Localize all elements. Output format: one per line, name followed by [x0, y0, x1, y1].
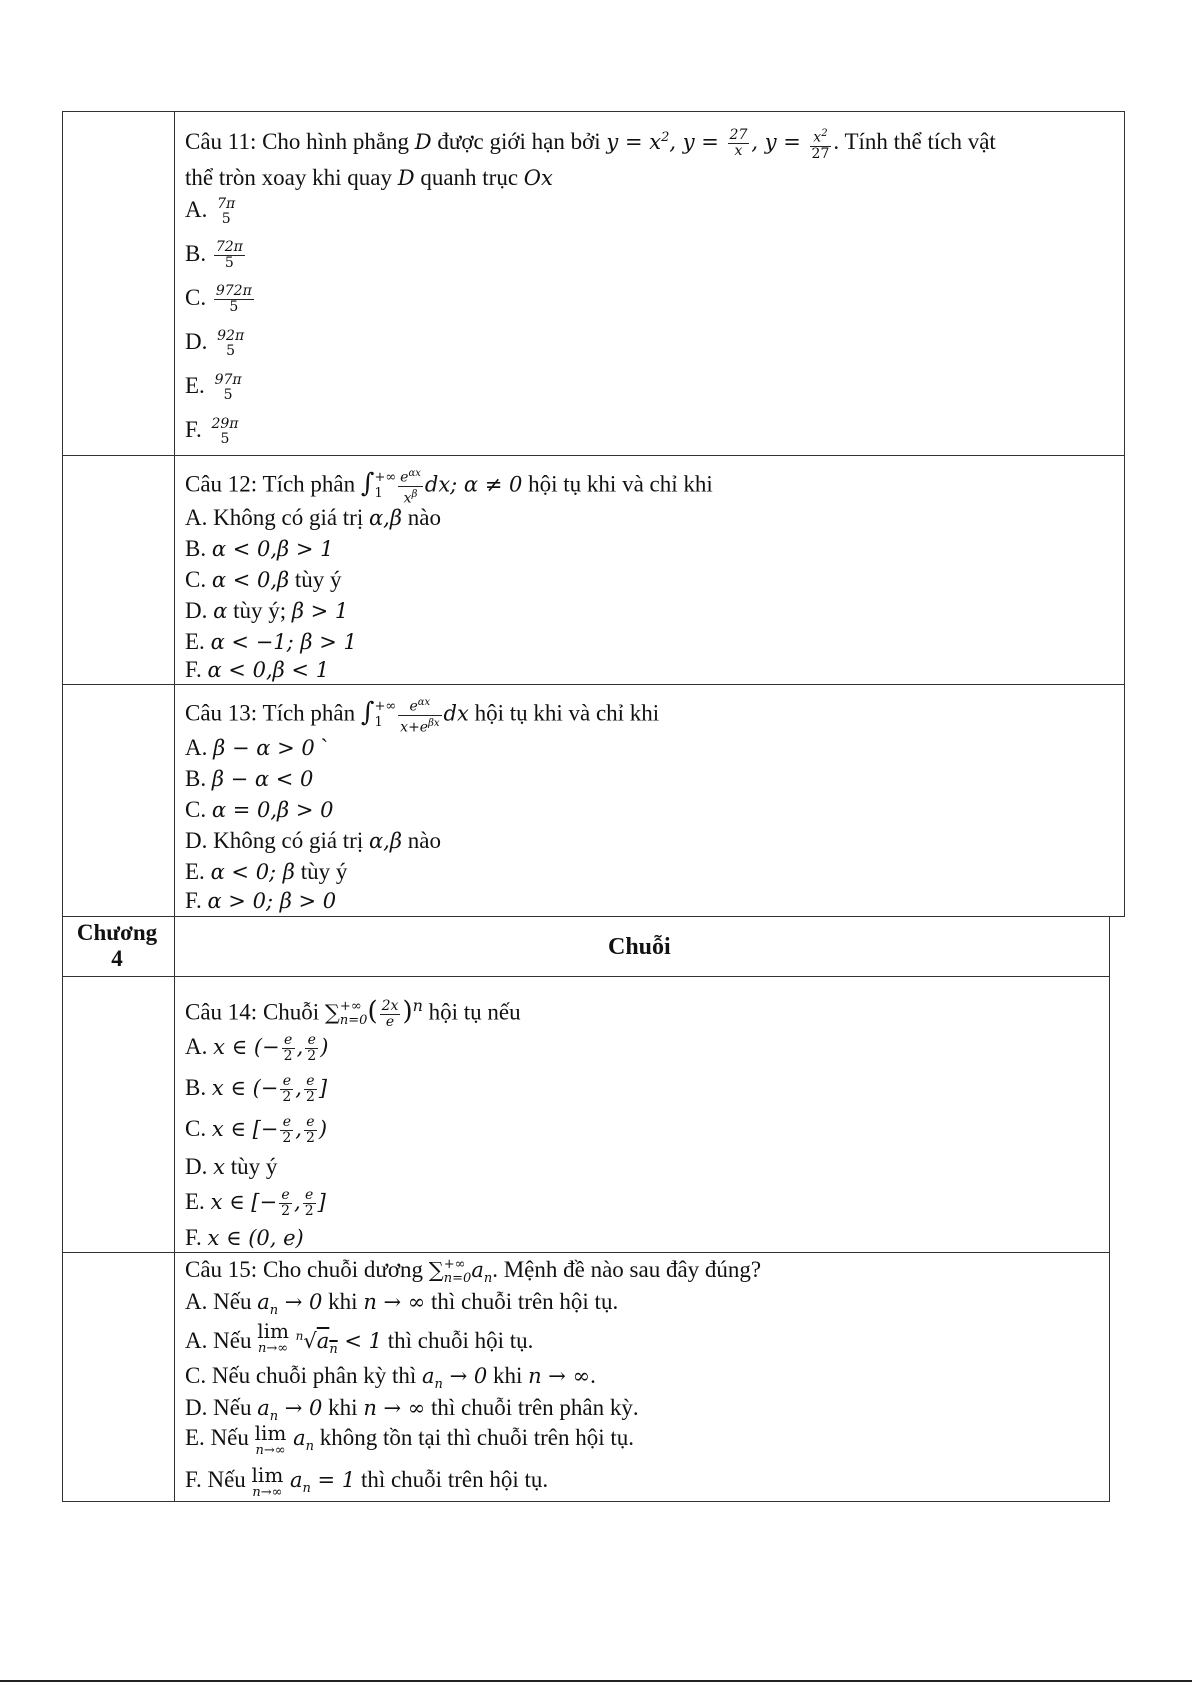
option-c: C. x ∈ [− $\frac{e}{2}$ , $\frac{e}{2}$ ) [185, 1114, 328, 1147]
option-a: A. Nếu $a_n \to 0$ khi n → ∞ thì chuỗi trên hội tụ. [185, 1289, 619, 1319]
option-d: D. α tùy ý; β > 1 [185, 598, 349, 623]
option-a: A. β − α > 0 ` [185, 735, 329, 760]
column-separator [174, 112, 175, 455]
option-f: F. α > 0; β > 0 [185, 888, 337, 913]
option-f: F. 29π 5 [185, 415, 239, 447]
column-separator [174, 1253, 175, 1501]
option-f: F. x ∈ (0, e) [185, 1225, 304, 1250]
option-d: D. x tùy ý [185, 1154, 278, 1179]
option-a: A. Không có giá trị α,β nào [185, 505, 441, 530]
question-12-text: Câu 12: Tích phân ∫ +∞ 1 $\frac{e^{\alpha x}}{x^\beta}$ dx; α ≠ 0 hội tụ khi và chỉ khi [185, 468, 713, 507]
question-13-text: Câu 13: Tích phân ∫ +∞ 1 $\frac{e^{\alpha x}}{x+e^{\beta x}}$ dx hội tụ khi và chỉ khi [185, 697, 660, 736]
question-11-text-line2: thể tròn xoay khi quay D quanh trục Ox [185, 165, 553, 190]
option-c: C. $\frac{972\pi}{5}$ [185, 283, 252, 316]
column-separator [174, 977, 175, 1252]
option-a: A. x ∈ (− $\frac{e}{2}$ , $\frac{e}{2}$ ) [185, 1032, 329, 1065]
chapter-header-row [62, 916, 1110, 977]
option-b: B. β − α < 0 [185, 766, 314, 791]
option-e: E. 97π 5 [185, 371, 242, 403]
option-a-second: A. Nếu lim n→∞ $^n√a_n < 1$ thì chuỗi hội tụ. [185, 1319, 534, 1358]
option-c: C. α < 0,β tùy ý [185, 567, 342, 592]
option-b: B. $\frac{72\pi}{5}$ [185, 239, 243, 272]
page-bottom-rule [0, 1680, 1192, 1682]
option-f: F. Nếu lim n→∞ $a_n = 1$ thì chuỗi trên hội tụ. [185, 1463, 549, 1500]
option-b: B. α < 0,β > 1 [185, 536, 334, 561]
option-c: C. α = 0,β > 0 [185, 797, 334, 822]
column-separator [174, 685, 175, 916]
option-b: B. x ∈ (− $\frac{e}{2}$ , $\frac{e}{2}$ ] [185, 1073, 328, 1106]
column-separator [174, 456, 175, 684]
chapter-title: Chuỗi [608, 934, 671, 960]
option-e: E. α < −1; β > 1 [185, 629, 357, 654]
option-e: E. x ∈ [− $\frac{e}{2}$ , $\frac{e}{2}$ ] [185, 1187, 326, 1220]
option-f: F. α < 0,β < 1 [185, 657, 330, 682]
question-11-text: Câu 11: Cho hình phẳng D được giới hạn bởi $y = x^2$, y = $\frac{27}{x}$ , y = $\frac{x^2}{27}$ . Tính thể tích vật [185, 127, 996, 162]
column-separator [174, 917, 175, 976]
chapter-label: Chương 4 [76, 920, 158, 971]
option-d: D. 92π 5 [185, 327, 245, 359]
option-c: C. Nếu chuỗi phân kỳ thì $a_n \to 0$ khi n → ∞. [185, 1363, 596, 1393]
option-e: E. α < 0; β tùy ý [185, 859, 348, 884]
option-d: D. Nếu $a_n \to 0$ khi n → ∞ thì chuỗi trên phân kỳ. [185, 1395, 639, 1425]
option-e: E. Nếu lim n→∞ $a_n$ không tồn tại thì chuỗi trên hội tụ. [185, 1421, 635, 1458]
option-d: D. Không có giá trị α,β nào [185, 828, 441, 853]
question-14-text: Câu 14: Chuỗi ∑ +∞ n=0 ( $\frac{2x}{e}$ )$^n$ hội tụ nếu [185, 996, 521, 1030]
question-15-text: Câu 15: Cho chuỗi dương ∑ +∞ n=0 $a_n$. Mệnh đề nào sau đây đúng? [185, 1256, 762, 1287]
option-a: A. 7π 5 [185, 195, 236, 227]
